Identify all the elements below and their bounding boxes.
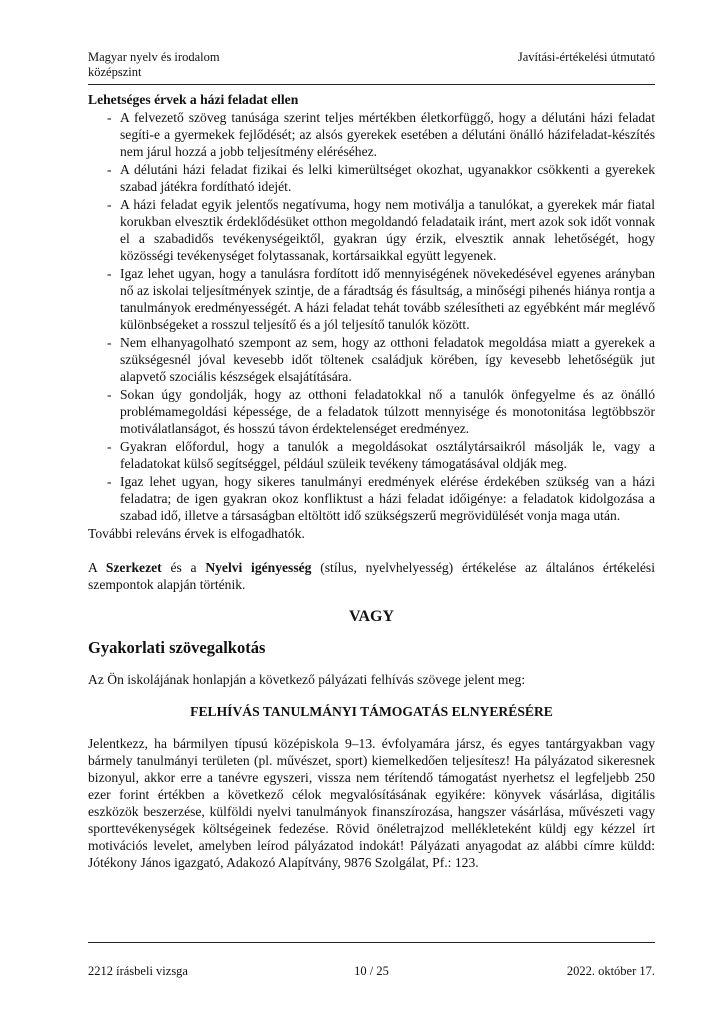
structure-text-3: (stílus, nyelvhelyesség) értékelése az általános értékelési szempontok alapján történik.	[88, 560, 656, 592]
argument-text: Nem elhanyagolható szempont az sem, hogy az otthoni feladatok megoldása miatt a gyerekek a szükségesnél jóval kevesebb időt töltenek családjuk körében, így kevesebb lehetőségük jut alapvető szociális készségek elsajátítására.	[120, 335, 655, 384]
dash-bullet: -	[107, 439, 112, 454]
page-footer	[88, 964, 655, 979]
document-page	[88, 50, 655, 871]
dash-bullet: -	[107, 387, 112, 402]
list-item	[88, 438, 655, 472]
task-intro: Az Ön iskolájának honlapján a következő pályázati felhívás szövege jelent meg:	[88, 672, 526, 687]
argument-text: A házi feladat egyik jelentős negatívuma, hogy nem motiválja a tanulókat, a gyerekek már fiatal korukban elvesztik érdeklődésüket otthon megoldandó feladataik iránt, mert azok sok időt vonnak el a szabadidős tevékenységeiktől, gyakran úgy érzik, elvesztik annak lehetőségét, hogy közösségi tevékenységet folytassanak, kortársaikkal együtt legyenek.	[120, 197, 655, 263]
footer-exam: 2212 írásbeli vizsga	[88, 964, 188, 978]
structure-note	[88, 559, 655, 593]
list-item	[88, 473, 655, 524]
dash-bullet: -	[107, 197, 112, 212]
arguments-list	[88, 109, 655, 524]
call-title: FELHÍVÁS TANULMÁNYI TÁMOGATÁS ELNYERÉSÉRE	[190, 704, 553, 719]
dash-bullet: -	[107, 110, 112, 125]
argument-text: A felvezető szöveg tanúsága szerint teljes mértékben életkorfüggő, hogy a délutáni házi feladat segíti-e a gyermekek fejlődését; az alsós gyerekek esetében a délutáni önálló házifeladat-készítés nem járul hozzá a jobb teljesítmény eléréséhez.	[120, 110, 655, 159]
further-arguments-note: További releváns érvek is elfogadhatók.	[88, 526, 305, 541]
header-left	[88, 50, 220, 80]
list-item	[88, 196, 655, 264]
argument-text: Gyakran előfordul, hogy a tanulók a megoldásokat osztálytársaikról másolják le, vagy a feladatokat külső segítséggel, például szüleik tevékeny támogatásával oldják meg.	[120, 439, 655, 471]
argument-text: Igaz lehet ugyan, hogy a tanulásra fordított idő mennyiségének növekedésével egyenes arányban nő az iskolai teljesítmények szintje, de a fáradtság és fásultság, a minőségi pihenés hiánya rontja a tanulmányok eredményességét. A házi feladat tehát tovább szélesítheti az egyébként már meglévő különbségeket a rosszul teljesítő és a jól teljesítő tanulók között.	[120, 266, 655, 332]
header-level: középszint	[88, 65, 142, 79]
structure-text-1: A	[88, 560, 106, 575]
list-item	[88, 161, 655, 195]
page-header	[88, 50, 655, 80]
dash-bullet: -	[107, 266, 112, 281]
or-separator: VAGY	[348, 608, 395, 625]
list-item	[88, 334, 655, 385]
footer-page-number: 10 / 25	[354, 964, 389, 978]
argument-text: Sokan úgy gondolják, hogy az otthoni feladatokkal nő a tanulók önfegyelme és az önálló problémamegoldási képessége, de a feladatok túlzott mennyisége és monotonitása legtöbbször motiválatlanságot, és hosszú távon érdektelenséget eredményez.	[120, 387, 655, 436]
header-doc-type: Javítási-értékelési útmutató	[517, 50, 655, 64]
list-item	[88, 386, 655, 437]
dash-bullet: -	[107, 162, 112, 177]
language-keyword: Nyelvi igényesség	[205, 560, 312, 575]
dash-bullet: -	[107, 335, 112, 350]
structure-keyword: Szerkezet	[105, 560, 162, 575]
dash-bullet: -	[107, 474, 112, 489]
argument-text: A délutáni házi feladat fizikai és lelki kimerültséget okozhat, ugyanakkor csökkenti a gyerekek szabad játékra fordítható idejét.	[120, 162, 655, 194]
footer-date: 2022. október 17.	[566, 964, 655, 978]
list-item	[88, 109, 655, 160]
practical-title: Gyakorlati szövegalkotás	[88, 638, 266, 657]
footer-divider	[88, 942, 655, 943]
list-item	[88, 265, 655, 333]
call-text: Jelentkezz, ha bármilyen típusú középiskola 9–13. évfolyamára jársz, és egyes tantárgyakban vagy bármely tanulmányi területen (pl. művészet, sport) kiemelkedően teljesítesz! Ha pályázatod sikeresnek bizonyul, akkor erre a tanévre egyszeri, vissza nem térítendő támogatást nyerhetsz el legfeljebb 250 ezer forint értékben a következő célok megvalósításának egyikére: könyvek vásárlása, digitális eszközök beszerzése, külföldi nyelvi tanulmányok finanszírozása, hangszer vásárlása, művészeti vagy sporttevékenységek költségeinek fedezése. Rövid önéletrajzod mellékleteként küldj egy kézzel írt motivációs levelet, amelyben leírod pályázatod indokát! Pályázati anyagodat az alábbi címre küldd: Jótékony János igazgató, Adakozó Alapítvány, 9876 Szolgálat, Pf.: 123.	[88, 736, 655, 870]
argument-text: Igaz lehet ugyan, hogy sikeres tanulmányi eredmények elérése érdekében szükség van a házi feladatra; de igen gyakran okoz konfliktust a házi feladat időigénye: a feladatok kidolgozása a szabad idő, illetve a társaságban eltöltött idő szükségszerű megrövidülését vonja maga után.	[120, 474, 655, 523]
arguments-title: Lehetséges érvek a házi feladat ellen	[88, 92, 299, 107]
structure-text-2: és a	[161, 560, 206, 575]
header-divider	[88, 84, 655, 85]
header-subject: Magyar nyelv és irodalom	[88, 50, 220, 64]
